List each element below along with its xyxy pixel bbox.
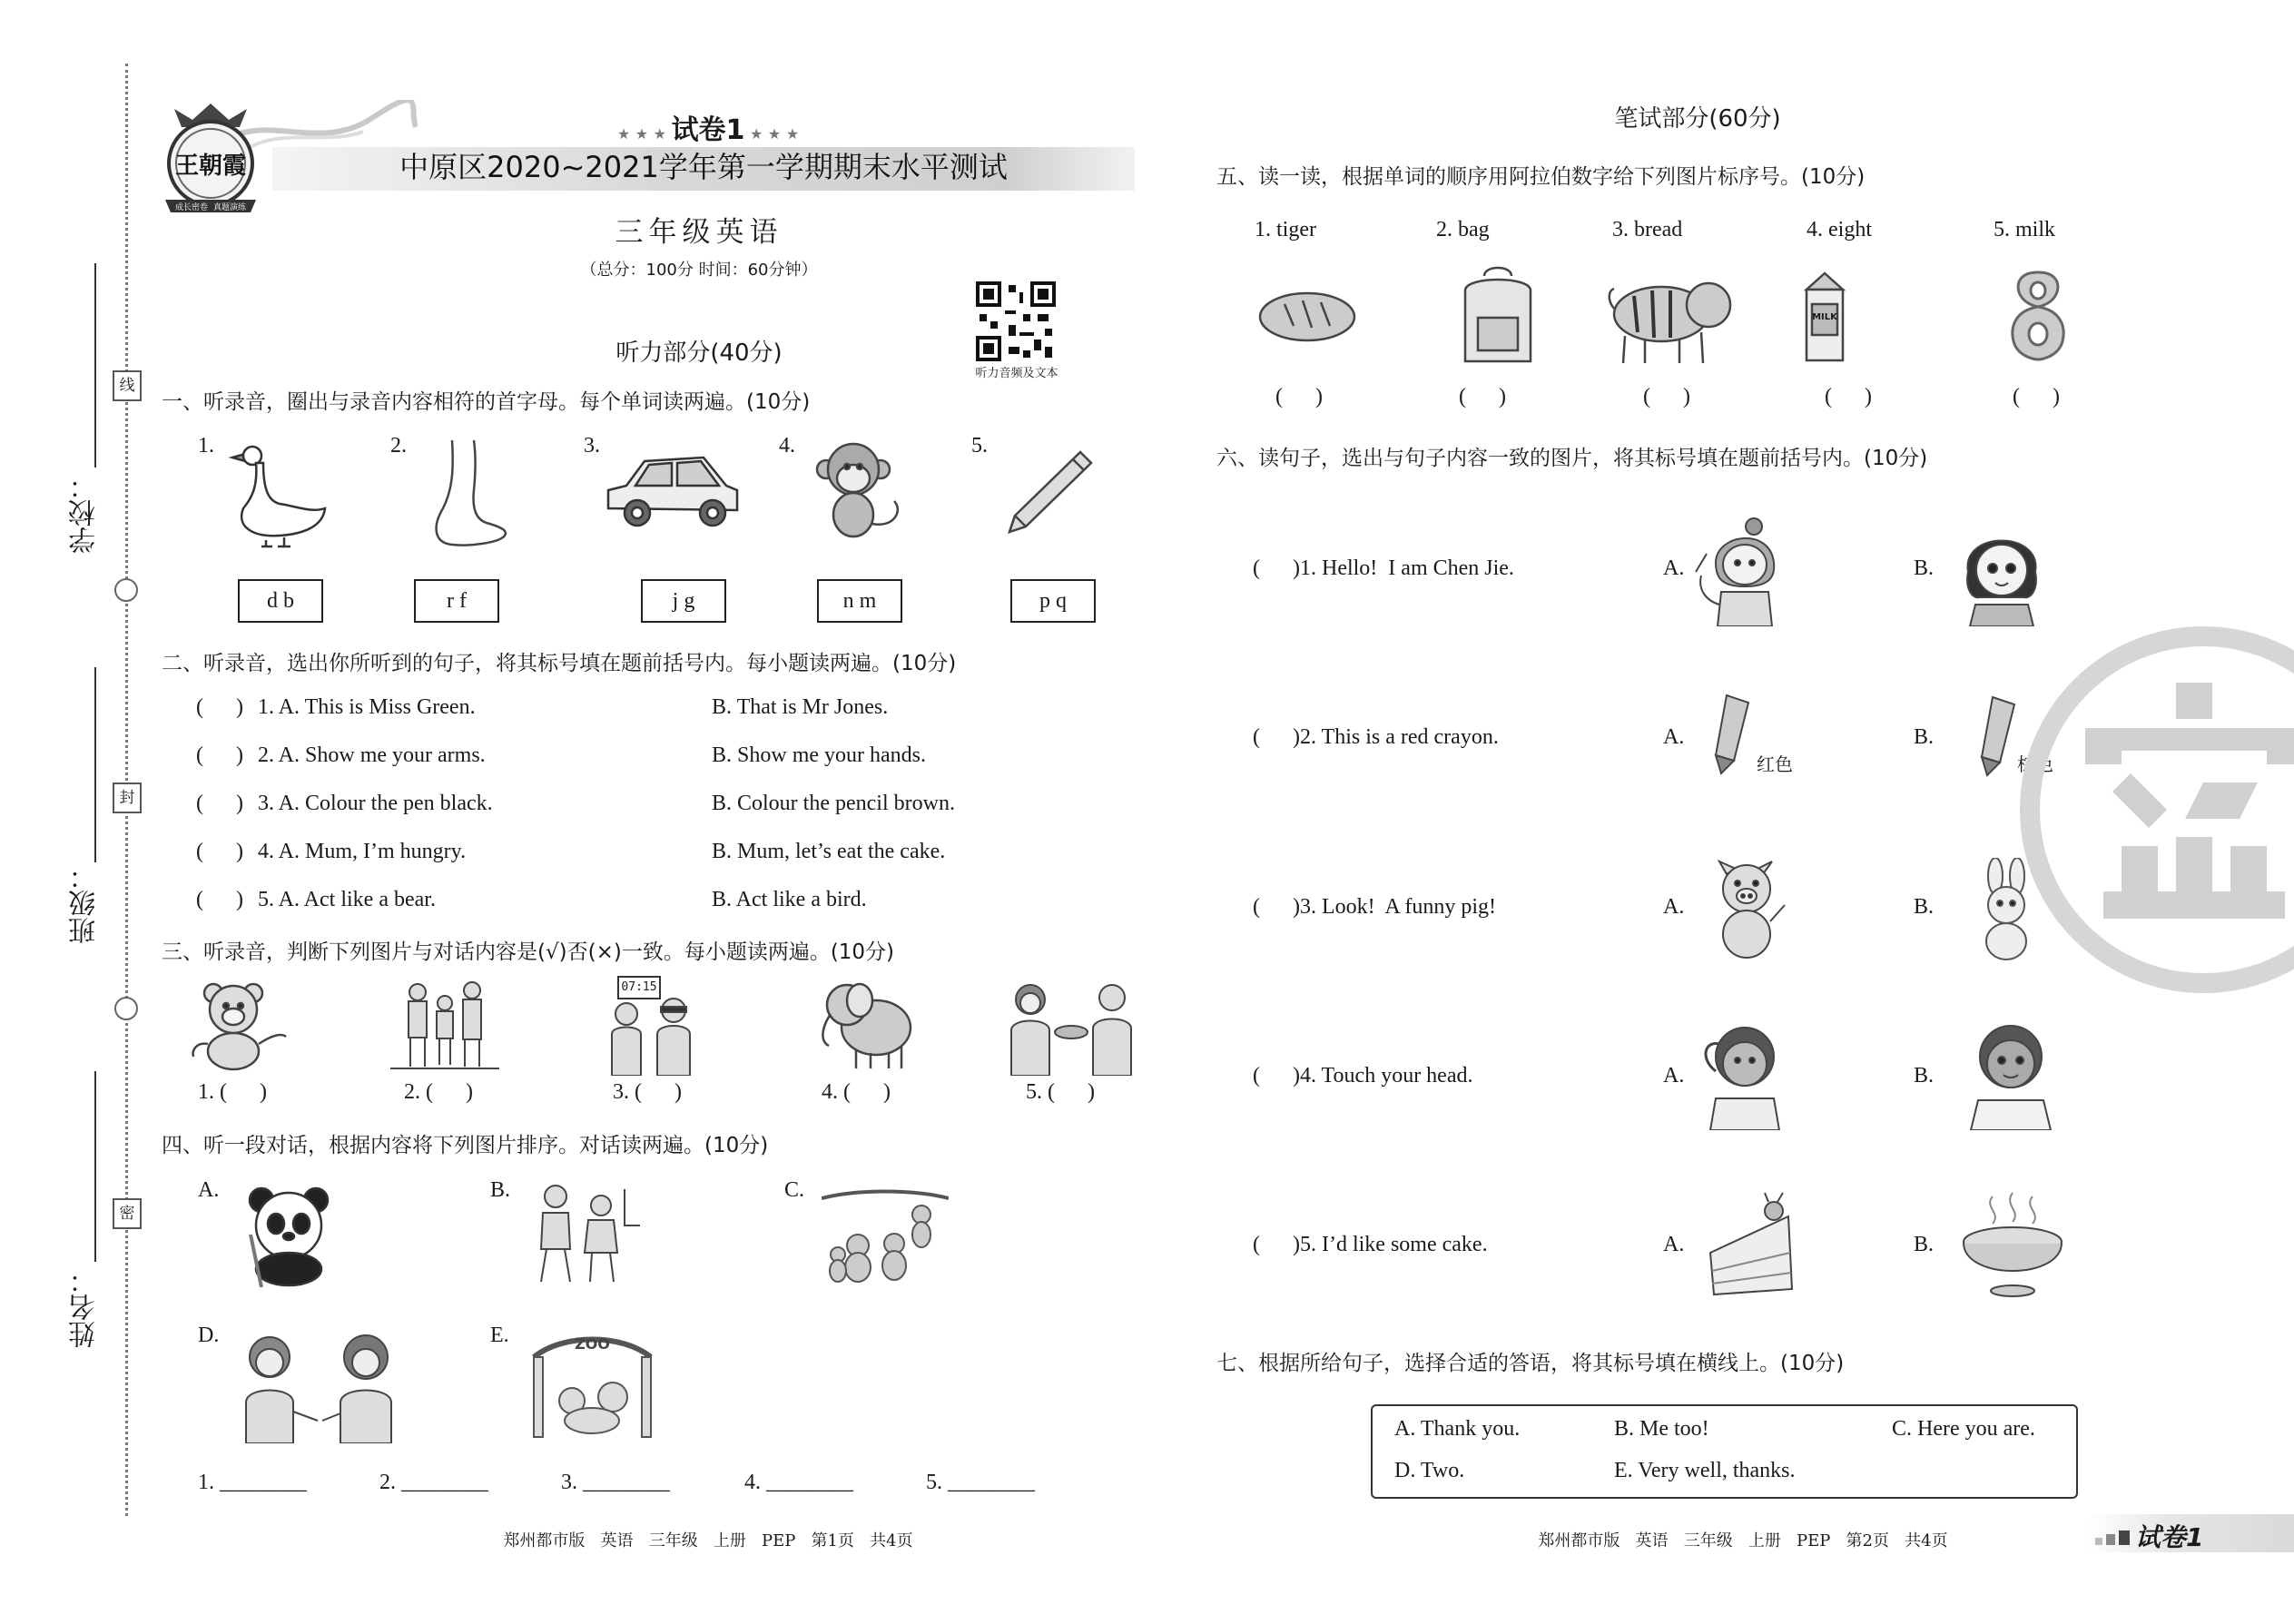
family-scene-icon <box>390 976 499 1076</box>
zoo-gate-icon <box>527 1330 658 1439</box>
cake-slice-icon <box>1705 1189 1800 1298</box>
s5-word-2: 2. bag <box>1436 218 1490 241</box>
section2-heading: 二、听录音，选出你所听到的句子，将其标号填在题前括号内。每小题读两遍。(10分) <box>162 652 957 675</box>
binding-hole-bottom <box>114 997 138 1020</box>
s2-paren[interactable]: ( ) <box>196 743 243 767</box>
s2-paren[interactable]: ( ) <box>196 888 243 911</box>
s3-answer-4[interactable]: 4. ( ) <box>822 1080 891 1104</box>
s1-item2-number: 2. <box>390 434 407 458</box>
s3-answer-5[interactable]: 5. ( ) <box>1026 1080 1095 1104</box>
secret-seal-watermark <box>2020 626 2294 993</box>
bread-icon <box>1257 286 1357 345</box>
girl-waving-icon <box>1689 517 1784 626</box>
page1-footer: 郑州都市版 英语 三年级 上册 PEP 第1页 共4页 <box>503 1531 913 1550</box>
boy-portrait-icon <box>1956 1017 2065 1130</box>
number-eight-icon <box>2006 269 2070 364</box>
s2-option-b: B. Colour the pencil brown. <box>712 792 955 815</box>
section5-heading: 五、读一读，根据单词的顺序用阿拉伯数字给下列图片标序号。(10分) <box>1216 165 1866 189</box>
binding-mark-seal: 封 <box>113 782 142 813</box>
clock-display: 07:15 <box>617 976 661 999</box>
s1-item5-choices[interactable]: p q <box>1010 579 1096 623</box>
s6-row1-label-b: B. <box>1914 556 1935 580</box>
s6-row5-sentence: ( )5. I’d like some cake. <box>1253 1233 1488 1256</box>
s7-option-c: C. Here you are. <box>1892 1417 2035 1441</box>
qr-caption: 听力音频及文本 <box>975 367 1058 380</box>
zoo-sign: ZOO <box>575 1335 610 1353</box>
pencil-icon <box>999 445 1098 536</box>
s5-word-4: 4. eight <box>1807 218 1872 241</box>
listening-title: 听力部分(40分) <box>615 340 783 367</box>
s4-label-d: D. <box>198 1324 220 1347</box>
clock-scene-icon <box>599 976 713 1076</box>
s6-row3-label-b: B. <box>1914 895 1935 919</box>
s6-row2-label-a: A. <box>1663 725 1685 749</box>
pig-icon <box>1707 858 1788 962</box>
s2-paren[interactable]: ( ) <box>196 840 243 863</box>
exam-title: 中原区2020~2021学年第一学期期末水平测试 <box>399 150 1008 184</box>
s2-option-b: B. Mum, let’s eat the cake. <box>712 840 946 863</box>
section1-heading: 一、听录音，圈出与录音内容相符的首字母。每个单词读两遍。(10分) <box>162 390 811 414</box>
s2-option-b: B. Show me your hands. <box>712 743 926 767</box>
s6-row4-label-b: B. <box>1914 1064 1935 1088</box>
s3-answer-2[interactable]: 2. ( ) <box>404 1080 473 1104</box>
s4-label-b: B. <box>490 1178 511 1202</box>
star-right-icons: ★ ★ ★ <box>744 125 800 143</box>
s5-paren-4[interactable]: ( ) <box>1825 385 1872 408</box>
milk-carton-icon <box>1797 268 1852 363</box>
s5-paren-2[interactable]: ( ) <box>1459 385 1506 408</box>
page2-footer: 郑州都市版 英语 三年级 上册 PEP 第2页 共4页 <box>1538 1531 1948 1550</box>
class-field[interactable] <box>94 667 96 862</box>
s4-blank-5[interactable]: 5. ________ <box>926 1471 1035 1494</box>
s6-row4-sentence: ( )4. Touch your head. <box>1253 1064 1473 1088</box>
monkeys-tree-icon <box>822 1180 949 1289</box>
s6-row4-label-a: A. <box>1663 1064 1685 1088</box>
s4-blank-1[interactable]: 1. ________ <box>198 1471 307 1494</box>
section4-heading: 四、听一段对话，根据内容将下列图片排序。对话读两遍。(10分) <box>162 1134 769 1157</box>
binding-margin <box>0 0 145 1624</box>
sharing-scene-icon <box>999 976 1144 1076</box>
kids-walking-icon <box>527 1180 645 1289</box>
s7-option-a: A. Thank you. <box>1394 1417 1521 1441</box>
s6-row3-label-a: A. <box>1663 895 1685 919</box>
s4-label-e: E. <box>490 1324 509 1347</box>
s3-answer-1[interactable]: 1. ( ) <box>198 1080 267 1104</box>
section7-heading: 七、根据所给句子，选择合适的答语，将其标号填在横线上。(10分) <box>1216 1352 1845 1375</box>
exam-subject: 三年级英语 <box>615 216 783 249</box>
s5-word-1: 1. tiger <box>1255 218 1316 241</box>
name-label: 姓名： <box>69 1266 101 1348</box>
exam-meta: （总分：100分 时间：60分钟） <box>580 261 818 280</box>
s4-label-a: A. <box>198 1178 220 1202</box>
red-color-tag: 红色 <box>1757 753 1793 775</box>
milk-label: MILK <box>1812 312 1837 322</box>
girl-portrait-icon <box>1952 517 2052 626</box>
panda-icon <box>234 1180 343 1289</box>
s6-row3-sentence: ( )3. Look! A funny pig! <box>1253 895 1496 919</box>
rice-bowl-icon <box>1956 1189 2070 1303</box>
s2-option-a: 2. A. Show me your arms. <box>258 743 486 767</box>
s1-item2-choices[interactable]: r f <box>414 579 499 623</box>
s6-row2-label-b: B. <box>1914 725 1935 749</box>
s6-row1-label-a: A. <box>1663 556 1685 580</box>
s1-item4-number: 4. <box>779 434 795 458</box>
s4-label-c: C. <box>784 1178 805 1202</box>
greeting-kids-icon <box>231 1330 404 1443</box>
s3-answer-3[interactable]: 3. ( ) <box>613 1080 682 1104</box>
red-crayon-icon <box>1708 690 1758 776</box>
section6-heading: 六、读句子，选出与句子内容一致的图片，将其标号填在题前括号内。(10分) <box>1216 447 1928 470</box>
writing-title: 笔试部分(60分) <box>1614 105 1781 133</box>
binding-mark-secret: 密 <box>113 1198 142 1229</box>
s1-item3-choices[interactable]: j g <box>641 579 726 623</box>
s2-option-b: B. That is Mr Jones. <box>712 695 889 719</box>
binding-hole-top <box>114 578 138 602</box>
elephant-icon <box>812 973 921 1073</box>
s2-option-a: 3. A. Colour the pen black. <box>258 792 493 815</box>
s5-word-5: 5. milk <box>1994 218 2056 241</box>
s4-blank-2[interactable]: 2. ________ <box>379 1471 488 1494</box>
s6-row1-sentence: ( )1. Hello! I am Chen Jie. <box>1253 556 1514 580</box>
binding-mark-line: 线 <box>113 370 142 401</box>
s6-row5-label-b: B. <box>1914 1233 1935 1256</box>
paper-tag-text: 试卷1 <box>671 114 745 146</box>
s7-option-e: E. Very well, thanks. <box>1614 1459 1796 1482</box>
corner-tag-squares-icon <box>2095 1530 2132 1549</box>
s1-item1-number: 1. <box>198 434 214 458</box>
qr-code[interactable] <box>976 281 1056 361</box>
s4-blank-3[interactable]: 3. ________ <box>561 1471 670 1494</box>
goose-icon <box>225 436 330 549</box>
monkey-icon <box>812 438 912 546</box>
s7-option-b: B. Me too! <box>1614 1417 1709 1441</box>
tiger-icon <box>1607 263 1738 368</box>
brown-color-tag: 棕色 <box>2017 753 2053 775</box>
paper-tag <box>608 107 808 147</box>
s5-paren-1[interactable]: ( ) <box>1275 385 1323 408</box>
s5-word-3: 3. bread <box>1612 218 1683 241</box>
s2-option-b: B. Act like a bird. <box>712 888 867 911</box>
brand-logo-sub-right: 真题演练 <box>212 203 246 212</box>
school-label: 学校： <box>69 472 101 554</box>
s2-paren[interactable]: ( ) <box>196 695 243 719</box>
name-field[interactable] <box>94 1071 96 1262</box>
s2-option-a: 5. A. Act like a bear. <box>258 888 436 911</box>
s2-option-a: 4. A. Mum, I’m hungry. <box>258 840 467 863</box>
s6-row2-sentence: ( )2. This is a red crayon. <box>1253 725 1499 749</box>
s1-item1-choices[interactable]: d b <box>238 579 323 623</box>
class-label: 班级： <box>69 862 101 944</box>
s7-options-box <box>1371 1404 2078 1499</box>
s6-row5-label-a: A. <box>1663 1233 1685 1256</box>
brand-logo-sub-left: 成长密卷 <box>174 203 208 212</box>
s1-item3-number: 3. <box>584 434 600 458</box>
bear-icon <box>186 980 290 1071</box>
brand-logo-text: 王朝霞 <box>174 153 246 180</box>
s7-option-d: D. Two. <box>1394 1459 1465 1482</box>
s1-item4-choices[interactable]: n m <box>817 579 902 623</box>
corner-tag-text: 试卷1 <box>2135 1522 2204 1552</box>
s4-blank-4[interactable]: 4. ________ <box>744 1471 853 1494</box>
school-field[interactable] <box>94 263 96 468</box>
s5-paren-3[interactable]: ( ) <box>1643 385 1690 408</box>
s2-paren[interactable]: ( ) <box>196 792 243 815</box>
star-left-icons: ★ ★ ★ <box>616 125 672 143</box>
car-icon <box>599 445 744 536</box>
s1-item5-number: 5. <box>971 434 988 458</box>
bag-icon <box>1452 263 1543 368</box>
s5-paren-5[interactable]: ( ) <box>2013 385 2060 408</box>
section3-heading: 三、听录音，判断下列图片与对话内容是(√)否(×)一致。每小题读两遍。(10分) <box>162 940 895 964</box>
foot-icon <box>416 436 520 549</box>
brand-logo <box>156 100 265 218</box>
boy-touching-head-icon <box>1689 1017 1802 1130</box>
s2-option-a: 1. A. This is Miss Green. <box>258 695 476 719</box>
